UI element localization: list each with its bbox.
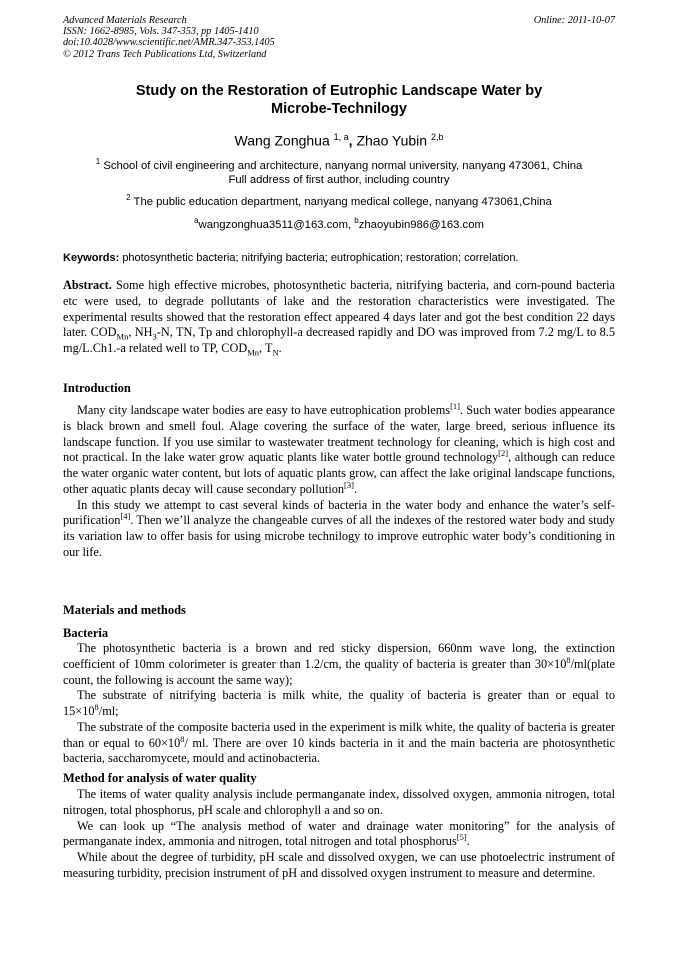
affiliation-1-line-2: Full address of first author, including country — [228, 174, 450, 187]
copyright-line: © 2012 Trans Tech Publications Ltd, Switzerland — [63, 48, 267, 60]
introduction-body — [63, 400, 615, 561]
affiliation-1 — [60, 155, 618, 188]
author-2-sup: 2,b — [430, 132, 444, 142]
affiliation-2 — [60, 191, 618, 209]
water-quality-body — [63, 787, 615, 882]
email-1-sup: a — [194, 216, 199, 225]
intro-p2-text-a: In this study we attempt to cast several kinds of bacteria in the water body and enhance the water’s self-purification — [63, 497, 615, 528]
intro-p1-text-c: , although can reduce the water organic water content, but lots of aquatic plants grow, can affect the lake original landscape functions, other aquatic plants decay will cause secondary pollution — [63, 450, 615, 496]
affiliation-1-sup: 1 — [95, 157, 101, 166]
bacteria-paragraph-2 — [63, 688, 615, 720]
affiliation-2-text: The public education department, nanyang medical college, nanyang 473061,China — [133, 195, 552, 208]
intro-p1-text-d: . — [353, 481, 358, 496]
abstract-text-4: , T — [259, 341, 273, 355]
author-1-sup: 1, a — [333, 132, 349, 142]
citation-4[interactable]: [4] — [120, 511, 131, 522]
water-p2-text-a: We can look up “The analysis method of water and drainage water monitoring” for the analysis of permanganate index, ammonia and nitrogen, total nitrogen and total phosphorus — [63, 818, 615, 849]
bacteria-p2-sup: 8 — [94, 701, 99, 712]
intro-paragraph-2 — [63, 498, 615, 561]
citation-5[interactable]: [5] — [456, 832, 467, 843]
doi-line: doi:10.4028/www.scientific.net/AMR.347-353.1405 — [63, 37, 275, 49]
abstract-sub-1: Mn — [116, 331, 129, 342]
bacteria-p3-sup: 8 — [180, 733, 185, 744]
bacteria-body — [63, 641, 615, 767]
bacteria-p3-text-a: The substrate of the composite bacteria used in the experiment is milk white, the quality of bacteria is greater than or equal to 60×10 — [63, 719, 615, 750]
bacteria-paragraph-1 — [63, 641, 615, 688]
online-date: Online: 2011-10-07 — [533, 15, 615, 26]
affiliation-1-line-1: School of civil engineering and architecture, nanyang normal university, nanyang 473061, China — [103, 159, 583, 172]
methods-heading: Materials and methods — [63, 603, 186, 617]
email-1: wangzonghua3511@163.com, — [198, 218, 352, 231]
intro-paragraph-1 — [63, 400, 615, 498]
author-1: Wang Zonghua — [234, 132, 330, 149]
title-line-2: Microbe-Technilogy — [271, 101, 407, 117]
bacteria-p2-text-a: The substrate of nitrifying bacteria is milk white, the quality of bacteria is greater than or equal to 15×10 — [63, 688, 615, 718]
introduction-heading: Introduction — [63, 381, 131, 395]
email-2-sup: b — [354, 216, 359, 225]
abstract-text-1: Some high effective microbes, photosynthetic bacteria, nitrifying bacteria, and corn-pound bacteria etc were used, to degrade pollutants of lake and the restoration characteristics were investigated. The experimental results showed that the restoration effect appeared 4 days later and got the best condition 22 days later. COD — [63, 278, 615, 340]
keywords-label: Keywords: — [63, 252, 120, 264]
abstract-text-5: . — [278, 341, 282, 355]
author-separator: , — [348, 132, 353, 149]
citation-2[interactable]: [2] — [498, 448, 509, 459]
abstract-label: Abstract. — [63, 278, 112, 292]
keywords — [63, 251, 623, 265]
citation-3[interactable]: [3] — [344, 479, 354, 490]
title-line-1: Study on the Restoration of Eutrophic Landscape Water by — [135, 83, 543, 99]
paper-title — [60, 82, 618, 118]
bacteria-p1-text-a: The photosynthetic bacteria is a brown and red sticky dispersion, 660nm wave long, the extinction coefficient of 10mm colorimeter is greater than 1.2/cm, the quality of bacteria is greater than 30×10 — [63, 641, 615, 671]
intro-p2-text-b: . Then we’ll analyze the changeable curves of all the indexes of the restored water body and study its variation law to offer basis for using microbe technilogy to improve eutrophic water body’s conditioning in our life. — [63, 513, 615, 559]
bacteria-paragraph-3 — [63, 720, 615, 767]
water-paragraph-3: While about the degree of turbidity, pH scale and dissolved oxygen, we can use photoelectric instrument of measuring turbidity, precision instrument of pH and dissolved oxygen instrument to measure and determine. — [63, 850, 615, 880]
abstract-sub-2: 3 — [152, 331, 157, 342]
issn-line: ISSN: 1662-8985, Vols. 347-353, pp 1405-1410 — [63, 26, 259, 38]
author-line — [60, 128, 618, 150]
water-quality-heading: Method for analysis of water quality — [63, 771, 257, 785]
keywords-text: photosynthetic bacteria; nitrifying bacteria; eutrophication; restoration; correlation. — [122, 252, 519, 264]
bacteria-p1-sup: 8 — [566, 654, 571, 665]
abstract — [63, 278, 615, 357]
intro-p1-text-a: Many city landscape water bodies are easy to have eutrophication problems — [77, 403, 451, 417]
abstract-sub-4: N — [272, 347, 279, 358]
abstract-text-2: , NH — [128, 325, 153, 340]
water-p2-text-b: . — [466, 834, 470, 849]
email-line — [60, 214, 618, 232]
journal-name: Advanced Materials Research — [63, 15, 187, 26]
bacteria-p1-text-b: /ml(plate count, the following is account the same way); — [63, 656, 615, 687]
email-2: zhaoyubin986@163.com — [358, 218, 484, 231]
citation-1[interactable]: [1] — [450, 400, 460, 411]
abstract-sub-3: Mn — [247, 347, 260, 358]
bacteria-p3-text-b: / ml. There are over 10 kinds bacteria in it and the main bacteria are photosynthetic bacteria, saccharomycete, mould and actinobacteria. — [63, 735, 615, 766]
water-paragraph-1: The items of water quality analysis include permanganate index, dissolved oxygen, ammonia nitrogen, total nitrogen, total phosphorus, pH scale and chlorophyll a and so on. — [63, 787, 615, 817]
intro-p1-text-b: . Such water bodies appearance is black brown and smell foul. Alage covering the surface of the water, large breed, serious influence its landscape function. If you use similar to wastewater treatment technology for cleaning, which is high cost and not practical. In the lake water grow aquatic plants like water bottle ground technology — [63, 403, 615, 465]
affiliation-2-sup: 2 — [126, 193, 131, 202]
water-paragraph-2 — [63, 819, 615, 851]
bacteria-heading: Bacteria — [63, 626, 109, 640]
bacteria-p2-text-b: /ml; — [98, 704, 119, 718]
abstract-text-3: -N, TN, Tp and chlorophyll-a decreased rapidly and DO was improved from 7.2 mg/L to 8.5 mg/L.Ch1.-a related well to TP, COD — [63, 325, 615, 355]
journal-header — [63, 15, 615, 60]
author-2: Zhao Yubin — [356, 132, 428, 149]
